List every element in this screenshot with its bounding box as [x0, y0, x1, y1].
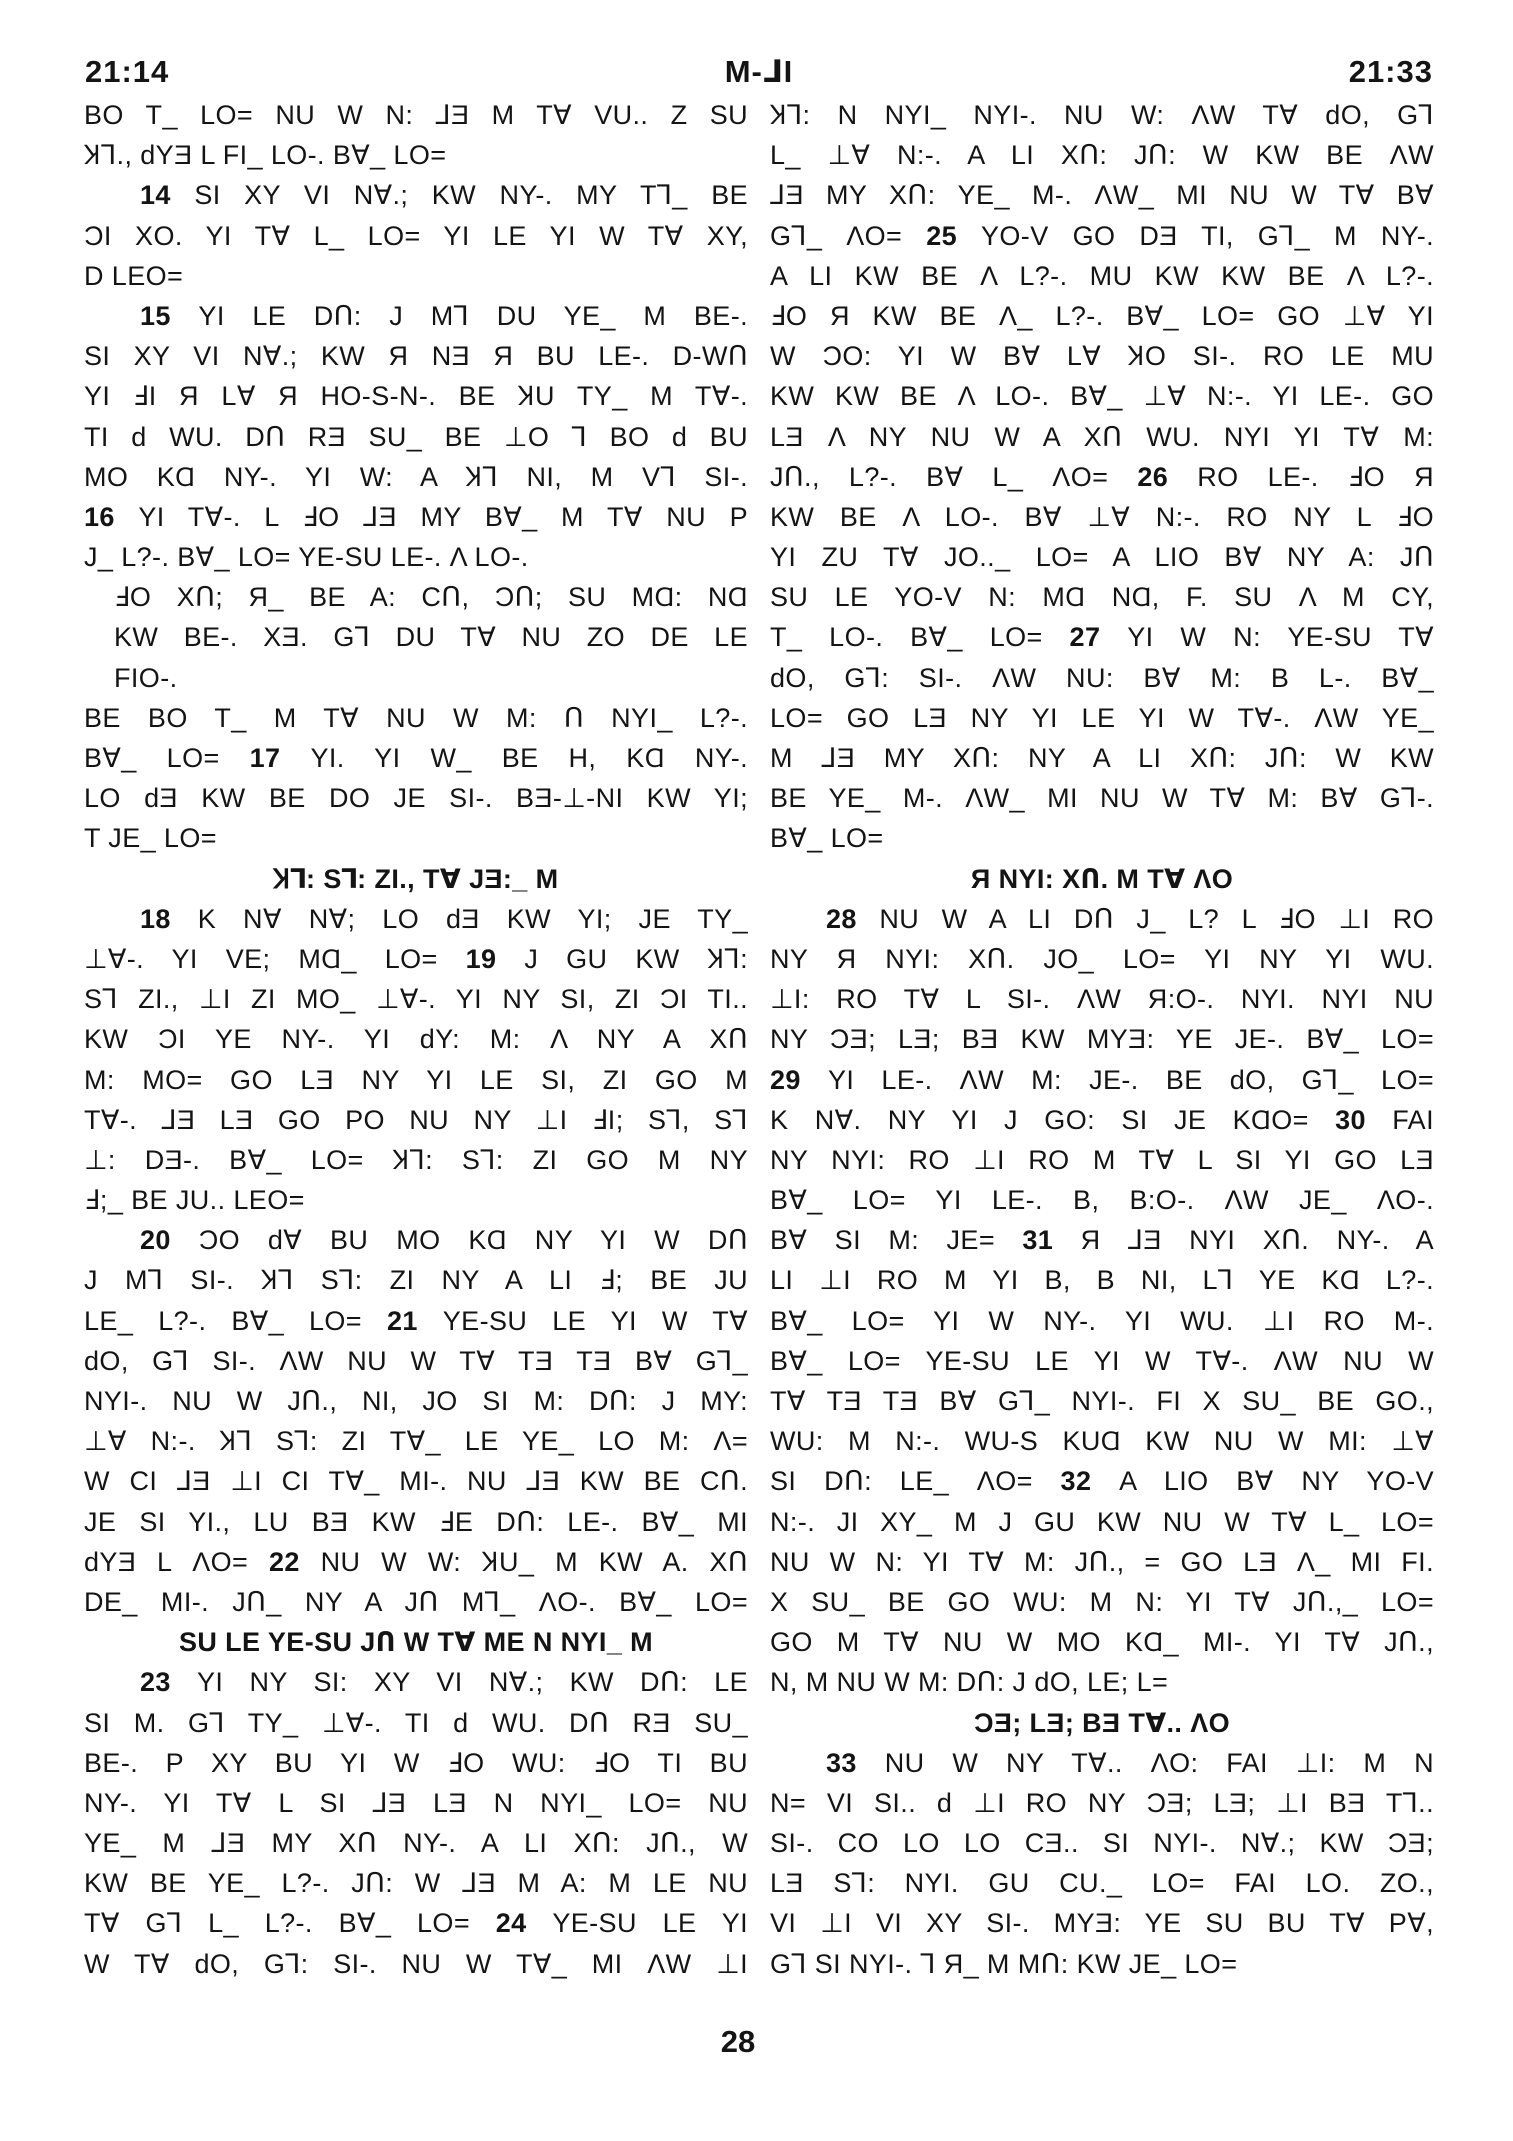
- text-line: [770, 417, 1434, 457]
- text-line: [770, 1100, 1434, 1140]
- text-segment: LƎ Λ NY NU W A XՈ WU. NYI YI TⱯ M:: [770, 421, 1434, 452]
- text-segment: A LIO BⱯ NY YO-V: [1119, 1466, 1435, 1497]
- text-line: [770, 1582, 1434, 1622]
- text-segment: dO, G⅂ SI-. ΛW NU W TⱯ TƎ TƎ BⱯ G⅂_: [84, 1345, 748, 1376]
- text-segment: D LEO=: [84, 260, 184, 291]
- text-line: [770, 1060, 1434, 1100]
- text-segment: BⱯ SI M: JE=: [770, 1225, 1023, 1256]
- text-line: [84, 738, 748, 778]
- text-line: [84, 1180, 748, 1220]
- text-line: [84, 1060, 748, 1100]
- text-segment: SU LE YE-SU JՈ W TⱯ ME N NYI_ M: [178, 1627, 654, 1658]
- text-line: [84, 1461, 748, 1501]
- text-segment: dYƎ L ΛO=: [84, 1546, 269, 1577]
- text-line: [84, 457, 748, 497]
- text-line: [84, 537, 748, 577]
- text-line: [770, 577, 1434, 617]
- text-segment: SI-. CO LO LO CƎ.. SI NYI-. NⱯ.; KW ƆƎ;: [770, 1828, 1434, 1859]
- text-segment: T_ LO-. BⱯ_ LO=: [770, 622, 1070, 653]
- text-segment: YI W N: YE-SU TⱯ: [1127, 622, 1434, 653]
- text-segment: J GU KW Ʞ⅂:: [524, 943, 748, 974]
- text-segment: ⊥: DƎ-. BⱯ_ LO= Ʞ⅂: S⅂: ZI GO M NY: [84, 1144, 748, 1175]
- text-line: [770, 1743, 1434, 1783]
- verse-number: 17: [249, 743, 311, 773]
- text-line: [770, 1301, 1434, 1341]
- text-segment: ⊥Ɐ N:-. Ʞ⅂ S⅂: ZI TⱯ_ LE YE_ LO M: Λ=: [84, 1426, 748, 1457]
- text-column-right: [770, 95, 1434, 1984]
- text-segment: SI XY VI NⱯ.; KW Я NƎ Я BU LE-. D-WՈ: [84, 341, 748, 372]
- text-segment: NY-. YI TⱯ L SI ⅃Ǝ LƎ N NYI_ LO= NU: [84, 1787, 748, 1818]
- text-segment: NU W W: ꞰU_ M KW A. XՈ: [320, 1546, 749, 1577]
- text-line: [84, 216, 748, 256]
- text-segment: YE-SU LE YI: [552, 1908, 749, 1939]
- text-segment: A LI KW BE Λ L?-. MU KW KW BE Λ L?-.: [770, 260, 1434, 291]
- verse-ref-right: 21:33: [1348, 54, 1433, 89]
- verse-number: 24: [495, 1908, 553, 1939]
- text-segment: JՈ., L?-. BⱯ L_ ΛO=: [770, 461, 1138, 492]
- text-line: [770, 899, 1434, 939]
- text-segment: NU W N: YI TⱯ M: JՈ., = GO LƎ Λ_ MI FI.: [770, 1546, 1434, 1577]
- text-line: [84, 95, 748, 135]
- text-line: [84, 256, 748, 296]
- text-segment: YE_ M ⅃Ǝ MY XՈ NY-. A LI XՈ: JՈ., W: [84, 1828, 748, 1859]
- text-segment: SI M. G⅂ TY_ ⊥Ɐ-. TI d WU. DՈ RƎ SU_: [84, 1707, 748, 1738]
- text-segment: ⊥Ɐ-. YI VE; MⱭ_ LO=: [84, 943, 466, 974]
- text-line: [84, 1823, 748, 1863]
- text-segment: SU LE YO-V N: MⱭ NⱭ, F. SU Λ M CY,: [770, 582, 1434, 613]
- text-line: [84, 175, 748, 215]
- text-segment: Ʞ⅂., dYƎ L FI_ LO-. BⱯ_ LO=: [84, 140, 447, 171]
- text-segment: LI ⊥I RO M YI B, B NI, L⅂ YE KⱭ L?-.: [770, 1265, 1434, 1296]
- text-segment: N:-. JI XY_ M J GU KW NU W TⱯ L_ LO=: [770, 1506, 1434, 1537]
- verse-number: 27: [1069, 622, 1128, 653]
- text-segment: BE BO T_ M TⱯ NU W M: Ո NYI_ L?-.: [84, 702, 748, 733]
- text-line: [84, 1019, 748, 1059]
- text-segment: Я NYI: XՈ. M TⱯ ΛO: [970, 863, 1234, 894]
- text-line: [770, 1622, 1434, 1662]
- verse-number: 20: [140, 1225, 199, 1256]
- text-line: [770, 818, 1434, 858]
- section-heading: [84, 859, 748, 899]
- text-line: [84, 939, 748, 979]
- text-line: [84, 979, 748, 1019]
- text-line: [770, 1220, 1434, 1260]
- text-line: [84, 376, 748, 416]
- text-line: [84, 1783, 748, 1823]
- verse-number: 25: [926, 220, 981, 251]
- text-line: [770, 336, 1434, 376]
- text-segment: FIO-.: [114, 662, 178, 693]
- text-line: [84, 1863, 748, 1903]
- text-line: [84, 296, 748, 336]
- text-segment: YI NY SI: XY VI NⱯ.; KW DՈ: LE: [197, 1667, 748, 1698]
- text-line: [770, 1341, 1434, 1381]
- text-segment: MO KⱭ NY-. YI W: A Ʞ⅂ NI, M V⅂ SI-.: [84, 461, 748, 492]
- text-segment: KW BE-. XƎ. G⅂ DU TⱯ NU ZO DE LE: [114, 622, 748, 653]
- verse-number: 18: [140, 903, 198, 934]
- text-segment: SI XY VI NⱯ.; KW NY-. MY T⅂_ BE: [194, 180, 749, 211]
- verse-number: 29: [770, 1064, 828, 1095]
- text-line: [770, 738, 1434, 778]
- verse-number: 28: [826, 903, 880, 934]
- page-number: 28: [720, 2024, 756, 2059]
- verse-number: 32: [1060, 1466, 1120, 1497]
- text-line: [770, 1863, 1434, 1903]
- text-segment: YI TⱯ-. L ℲO ⅃Ǝ MY BⱯ_ M TⱯ NU P: [138, 501, 749, 532]
- text-line: [770, 537, 1434, 577]
- text-line: [84, 1542, 748, 1582]
- text-line: [84, 778, 748, 818]
- verse-number: 33: [826, 1747, 885, 1778]
- text-segment: BE-. P XY BU YI W ℲO WU: ℲO TI BU: [84, 1747, 748, 1778]
- text-line: [84, 1341, 748, 1381]
- text-line: [84, 1944, 748, 1984]
- text-segment: YI. YI W_ BE H, KⱭ NY-.: [310, 743, 748, 773]
- text-line: [770, 1140, 1434, 1180]
- text-line: [770, 457, 1434, 497]
- book-title: M-⅃I: [724, 54, 794, 89]
- verse-number: 19: [465, 943, 525, 974]
- text-line: [770, 216, 1434, 256]
- text-segment: G⅂ SI NYI-. ⅂ Я_ M MՈ: KW JE_ LO=: [770, 1948, 1238, 1979]
- verse-ref-left: 21:14: [85, 54, 170, 89]
- text-line: [770, 296, 1434, 336]
- text-segment: YI LE DՈ: J M⅂ DU YE_ M BE-.: [198, 300, 748, 331]
- text-column-left: [84, 95, 748, 1984]
- text-line: [770, 95, 1434, 135]
- text-line: [770, 1461, 1434, 1501]
- text-line: [770, 1502, 1434, 1542]
- text-line: [84, 417, 748, 457]
- text-line: [84, 818, 748, 858]
- verse-number: 14: [140, 180, 195, 211]
- text-line: [84, 1260, 748, 1300]
- text-line: [84, 1100, 748, 1140]
- text-segment: BO T_ LO= NU W N: ⅃Ǝ M TⱯ VU.. Z SU: [84, 100, 748, 130]
- text-segment: NY NYI: RO ⊥I RO M TⱯ L SI YI GO LƎ: [770, 1144, 1434, 1175]
- text-segment: J M⅂ SI-. Ʞ⅂ S⅂: ZI NY A LI Ⅎ; BE JU: [84, 1265, 748, 1296]
- text-segment: BⱯ_ LO= YI W NY-. YI WU. ⊥I RO M-.: [770, 1305, 1434, 1336]
- text-line: [770, 1180, 1434, 1220]
- text-segment: ⊥I: RO TⱯ L SI-. ΛW Я:O-. NYI. NYI NU: [770, 984, 1434, 1015]
- running-header: [85, 54, 1433, 90]
- text-segment: YI ℲI Я LⱯ Я HO-S-N-. BE ꞰU TY_ M TⱯ-.: [84, 381, 748, 412]
- text-line: [84, 336, 748, 376]
- verse-number: 15: [140, 300, 199, 331]
- text-line: [84, 617, 748, 657]
- verse-number: 31: [1022, 1225, 1081, 1256]
- text-segment: N, M NU W M: DՈ: J dO, LE; L=: [770, 1667, 1169, 1698]
- text-line: [770, 497, 1434, 537]
- text-segment: NY Я NYI: XՈ. JO_ LO= YI NY YI WU.: [770, 943, 1434, 974]
- text-segment: FAI: [1392, 1104, 1434, 1135]
- text-segment: S⅂ ZI., ⊥I ZI MO_ ⊥Ɐ-. YI NY SI, ZI ƆI TI..: [84, 984, 748, 1015]
- text-line: [770, 778, 1434, 818]
- text-line: [84, 1301, 748, 1341]
- text-line: [770, 1421, 1434, 1461]
- text-segment: VI ⊥I VI XY SI-. MYƎ: YE SU BU TⱯ PⱯ,: [770, 1908, 1434, 1939]
- text-line: [84, 899, 748, 939]
- text-segment: K NⱯ NⱯ; LO dƎ KW YI; JE TY_: [197, 903, 748, 934]
- text-segment: YI LE-. ΛW M: JE-. BE dO, G⅂_ LO=: [827, 1064, 1435, 1095]
- text-line: [84, 1662, 748, 1702]
- text-line: [770, 939, 1434, 979]
- text-segment: LO= GO LƎ NY YI LE YI W TⱯ-. ΛW YE_: [770, 702, 1434, 733]
- text-segment: ℲO Я KW BE Λ_ L?-. BⱯ_ LO= GO ⊥Ɐ YI: [770, 300, 1434, 331]
- text-segment: Я ⅃Ǝ NYI XՈ. NY-. A: [1080, 1225, 1434, 1256]
- text-segment: BE YE_ M-. ΛW_ MI NU W TⱯ M: BⱯ G⅂-.: [770, 783, 1434, 814]
- text-line: [770, 1019, 1434, 1059]
- verse-number: 26: [1137, 461, 1198, 492]
- text-line: [84, 1381, 748, 1421]
- text-line: [770, 698, 1434, 738]
- verse-number: 23: [140, 1667, 198, 1698]
- text-segment: BⱯ_ LO=: [770, 823, 884, 854]
- text-segment: KW KW BE Λ LO-. BⱯ_ ⊥Ɐ N:-. YI LE-. GO: [770, 381, 1434, 412]
- text-segment: J_ L?-. BⱯ_ LO= YE-SU LE-. Λ LO-.: [84, 542, 529, 573]
- text-segment: ƆO dⱯ BU MO KⱭ NY YI W DՈ: [198, 1225, 748, 1256]
- text-line: [770, 1381, 1434, 1421]
- text-line: [770, 175, 1434, 215]
- text-segment: YO-V GO DƎ TI, G⅂_ M NY-.: [981, 220, 1434, 251]
- text-segment: LE_ L?-. BⱯ_ LO=: [84, 1305, 387, 1336]
- text-segment: L_ ⊥Ɐ N:-. A LI XՈ: JՈ: W KW BE ΛW: [770, 140, 1434, 171]
- text-segment: JE SI YI., LU BƎ KW ℲE DՈ: LE-. BⱯ_ MI: [84, 1506, 748, 1537]
- text-segment: M ⅃Ǝ MY XՈ: NY A LI XՈ: JՈ: W KW: [770, 743, 1434, 773]
- text-line: [770, 1260, 1434, 1300]
- text-segment: BⱯ_ LO= YI LE-. B, B:O-. ΛW JE_ ΛO-.: [770, 1185, 1434, 1216]
- text-segment: NU W A LI DՈ J_ L? L ℲO ⊥I RO: [879, 903, 1434, 934]
- text-segment: WU: M N:-. WU-S KUⱭ KW NU W MI: ⊥Ɐ: [770, 1426, 1434, 1457]
- text-line: [84, 1903, 748, 1943]
- section-heading: [770, 1703, 1434, 1743]
- text-segment: ƆI XO. YI TⱯ L_ LO= YI LE YI W TⱯ XY,: [84, 220, 748, 251]
- text-line: [84, 1421, 748, 1461]
- text-segment: LƎ S⅂: NYI. GU CU._ LO= FAI LO. ZO.,: [770, 1868, 1434, 1899]
- text-segment: NU W NY TⱯ.. ΛO: FAI ⊥I: M N: [884, 1747, 1434, 1778]
- text-line: [84, 577, 748, 617]
- text-segment: BⱯ_ LO= YE-SU LE YI W TⱯ-. ΛW NU W: [770, 1345, 1434, 1376]
- text-segment: RO LE-. ℲO Я: [1197, 461, 1434, 492]
- text-segment: M: MO= GO LƎ NY YI LE SI, ZI GO M: [84, 1064, 748, 1095]
- text-segment: NYI-. NU W JՈ., NI, JO SI M: DՈ: J MY:: [84, 1386, 748, 1416]
- text-segment: KW ƆI YE NY-. YI dY: M: Λ NY A XՈ: [84, 1024, 748, 1055]
- text-segment: N= VI SI.. d ⊥I RO NY ƆƎ; LƎ; ⊥I BƎ T⅂..: [770, 1787, 1434, 1818]
- text-line: [84, 1220, 748, 1260]
- text-line: [770, 1823, 1434, 1863]
- text-segment: NY ƆƎ; LƎ; BƎ KW MYƎ: YE JE-. BⱯ_ LO=: [770, 1024, 1434, 1055]
- text-line: [84, 1140, 748, 1180]
- text-segment: DE_ MI-. JՈ_ NY A JՈ M⅂_ ΛO-. BⱯ_ LO=: [84, 1586, 748, 1617]
- text-segment: T JE_ LO=: [84, 823, 217, 854]
- verse-number: 22: [268, 1546, 321, 1577]
- text-segment: ⅃Ǝ MY XՈ: YE_ M-. ΛW_ MI NU W TⱯ BⱯ: [770, 180, 1434, 211]
- text-line: [770, 135, 1434, 175]
- text-segment: TⱯ TƎ TƎ BⱯ G⅂_ NYI-. FI X SU_ BE GO.,: [770, 1386, 1434, 1416]
- text-segment: Ʞ⅂: S⅂: ZI., TⱯ JƎ:_ M: [273, 863, 559, 894]
- text-line: [84, 1703, 748, 1743]
- text-line: [770, 1903, 1434, 1943]
- text-segment: dO, G⅂: SI-. ΛW NU: BⱯ M: B L-. BⱯ_: [770, 662, 1434, 693]
- text-line: [84, 1582, 748, 1622]
- text-segment: TⱯ-. ⅃Ǝ LƎ GO PO NU NY ⊥I ℲI; S⅂, S⅂: [84, 1104, 748, 1135]
- text-segment: BⱯ_ LO=: [84, 743, 250, 773]
- text-segment: W CI ⅃Ǝ ⊥I CI TⱯ_ MI-. NU ⅃Ǝ KW BE CՈ.: [84, 1466, 748, 1497]
- verse-number: 16: [84, 501, 139, 532]
- text-segment: YI ZU TⱯ JO.._ LO= A LIO BⱯ NY A: JՈ: [770, 542, 1434, 573]
- text-line: [84, 135, 748, 175]
- text-segment: K NⱯ. NY YI J GO: SI JE KⱭO=: [770, 1104, 1336, 1135]
- text-segment: LO dƎ KW BE DO JE SI-. BƎ-⊥-NI KW YI;: [84, 783, 748, 814]
- text-segment: TⱯ G⅂ L_ L?-. BⱯ_ LO=: [84, 1908, 496, 1939]
- text-segment: W ƆO: YI W BⱯ LⱯ ꞰO SI-. RO LE MU: [770, 341, 1434, 372]
- verse-number: 21: [386, 1305, 443, 1336]
- text-line: [84, 658, 748, 698]
- text-segment: GO M TⱯ NU W MO KⱭ_ MI-. YI TⱯ JՈ.,: [770, 1627, 1434, 1658]
- text-line: [770, 617, 1434, 657]
- text-line: [84, 698, 748, 738]
- text-line: [770, 256, 1434, 296]
- verse-number: 30: [1335, 1104, 1393, 1135]
- section-heading: [770, 859, 1434, 899]
- text-line: [770, 658, 1434, 698]
- text-line: [770, 1783, 1434, 1823]
- text-segment: KW BE Λ LO-. BⱯ ⊥Ɐ N:-. RO NY L ℲO: [770, 501, 1434, 532]
- text-segment: W TⱯ dO, G⅂: SI-. NU W TⱯ_ MI ΛW ⊥I: [84, 1948, 748, 1979]
- text-segment: ℲO XՈ; Я_ BE A: CՈ, ƆՈ; SU MⱭ: NⱭ: [114, 582, 748, 613]
- text-segment: Ⅎ;_ BE JU.. LEO=: [84, 1185, 305, 1216]
- section-heading: [84, 1622, 748, 1662]
- text-line: [84, 1743, 748, 1783]
- text-line: [770, 1542, 1434, 1582]
- text-segment: Ʞ⅂: N NYI_ NYI-. NU W: ΛW TⱯ dO, G⅂: [770, 100, 1434, 130]
- text-segment: X SU_ BE GO WU: M N: YI TⱯ JՈ.,_ LO=: [770, 1586, 1434, 1617]
- text-segment: KW BE YE_ L?-. JՈ: W ⅃Ǝ M A: M LE NU: [84, 1868, 748, 1899]
- text-segment: TI d WU. DՈ RƎ SU_ BE ⊥O ⅂ BO d BU: [84, 421, 748, 452]
- text-line: [770, 376, 1434, 416]
- text-line: [84, 497, 748, 537]
- text-line: [770, 979, 1434, 1019]
- text-segment: ƆƎ; LƎ; BƎ TⱯ.. ΛO: [973, 1707, 1231, 1738]
- text-segment: SI DՈ: LE_ ΛO=: [770, 1466, 1061, 1497]
- text-line: [84, 1502, 748, 1542]
- text-line: [770, 1662, 1434, 1702]
- text-segment: YE-SU LE YI W TⱯ: [442, 1305, 748, 1336]
- text-line: [770, 1944, 1434, 1984]
- text-segment: G⅂_ ΛO=: [770, 220, 927, 251]
